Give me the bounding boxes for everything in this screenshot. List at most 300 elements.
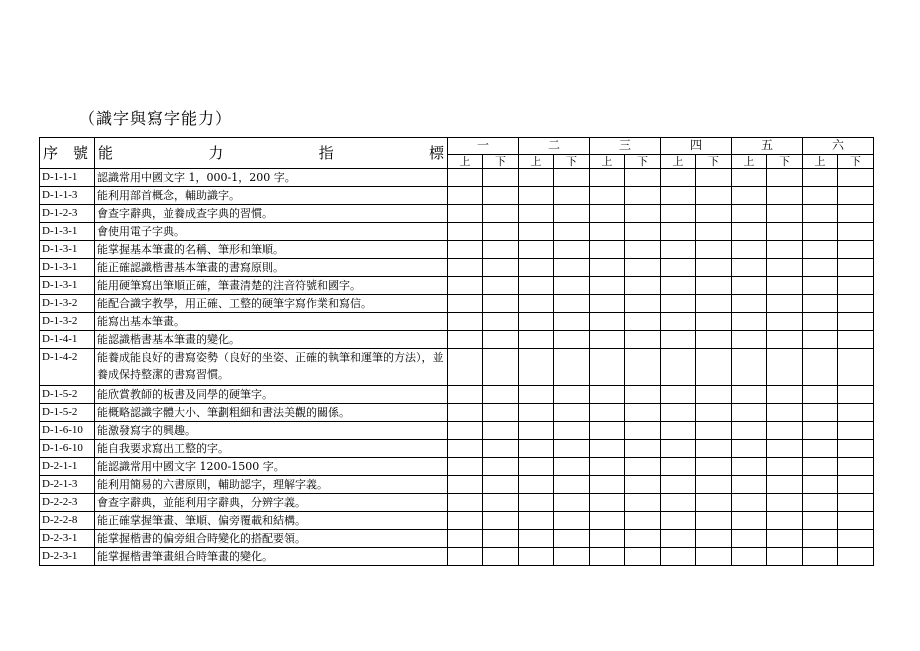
- grade-semester-cell: [625, 386, 661, 404]
- grade-semester-cell: [696, 548, 732, 566]
- semester-header: 上: [661, 154, 696, 168]
- grade-semester-cell: [838, 277, 874, 295]
- grade-semester-cell: [483, 530, 519, 548]
- grade-header: 一: [448, 138, 519, 155]
- grade-semester-cell: [803, 205, 838, 223]
- grade-semester-cell: [696, 440, 732, 458]
- grade-semester-cell: [838, 187, 874, 205]
- grade-semester-cell: [448, 422, 483, 440]
- grade-semester-cell: [483, 476, 519, 494]
- indicator-code: D-1-4-2: [40, 349, 95, 386]
- table-row: [40, 313, 874, 331]
- grade-semester-cell: [483, 331, 519, 349]
- grade-semester-cell: [661, 476, 696, 494]
- grade-semester-cell: [519, 331, 554, 349]
- grade-semester-cell: [625, 313, 661, 331]
- grade-semester-cell: [767, 494, 803, 512]
- grade-semester-cell: [767, 169, 803, 187]
- grade-semester-cell: [732, 422, 767, 440]
- grade-semester-cell: [519, 205, 554, 223]
- grade-semester-cell: [661, 241, 696, 259]
- semester-header: 下: [483, 154, 519, 168]
- grade-semester-cell: [554, 241, 590, 259]
- grade-semester-cell: [590, 241, 625, 259]
- grade-semester-cell: [732, 295, 767, 313]
- grade-semester-cell: [590, 422, 625, 440]
- grade-semester-cell: [803, 386, 838, 404]
- grade-semester-cell: [448, 313, 483, 331]
- grade-semester-cell: [483, 440, 519, 458]
- grade-semester-cell: [803, 458, 838, 476]
- grade-semester-cell: [732, 223, 767, 241]
- grade-semester-cell: [696, 295, 732, 313]
- grade-semester-cell: [767, 295, 803, 313]
- grade-semester-cell: [483, 187, 519, 205]
- grade-semester-cell: [803, 223, 838, 241]
- grade-semester-cell: [448, 259, 483, 277]
- grade-semester-cell: [590, 512, 625, 530]
- grade-semester-cell: [838, 169, 874, 187]
- grade-semester-cell: [554, 349, 590, 386]
- grade-semester-cell: [448, 277, 483, 295]
- grade-semester-cell: [519, 494, 554, 512]
- grade-semester-cell: [625, 331, 661, 349]
- indicator-text: 能激發寫字的興趣。: [95, 422, 448, 440]
- grade-semester-cell: [519, 313, 554, 331]
- grade-semester-cell: [767, 440, 803, 458]
- table-row: [40, 494, 874, 512]
- indicator-code: D-2-1-3: [40, 476, 95, 494]
- grade-semester-cell: [625, 494, 661, 512]
- grade-semester-cell: [483, 295, 519, 313]
- grade-semester-cell: [767, 548, 803, 566]
- grade-semester-cell: [483, 169, 519, 187]
- grade-semester-cell: [590, 440, 625, 458]
- grade-semester-cell: [732, 187, 767, 205]
- grade-semester-cell: [838, 241, 874, 259]
- grade-semester-cell: [590, 259, 625, 277]
- grade-semester-cell: [625, 404, 661, 422]
- grade-semester-cell: [661, 313, 696, 331]
- grade-semester-cell: [554, 169, 590, 187]
- grade-semester-cell: [519, 476, 554, 494]
- grade-semester-cell: [483, 548, 519, 566]
- grade-semester-cell: [767, 458, 803, 476]
- grade-semester-cell: [838, 440, 874, 458]
- grade-semester-cell: [696, 476, 732, 494]
- indicator-code: D-1-2-3: [40, 205, 95, 223]
- semester-header: 上: [803, 154, 838, 168]
- indicator-code: D-1-3-1: [40, 277, 95, 295]
- grade-semester-cell: [732, 241, 767, 259]
- grade-semester-cell: [661, 295, 696, 313]
- grade-semester-cell: [448, 223, 483, 241]
- grade-semester-cell: [732, 331, 767, 349]
- grade-semester-cell: [767, 530, 803, 548]
- indicator-text: 能利用簡易的六書原則，輔助認字，理解字義。: [95, 476, 448, 494]
- grade-semester-cell: [803, 277, 838, 295]
- grade-semester-cell: [661, 530, 696, 548]
- semester-header: 上: [448, 154, 483, 168]
- grade-semester-cell: [803, 349, 838, 386]
- indicator-text: 會查字辭典，並能利用字辭典，分辨字義。: [95, 494, 448, 512]
- table-row: [40, 458, 874, 476]
- grade-semester-cell: [554, 205, 590, 223]
- grade-semester-cell: [696, 458, 732, 476]
- grade-semester-cell: [554, 331, 590, 349]
- grade-semester-cell: [696, 386, 732, 404]
- grade-semester-cell: [732, 512, 767, 530]
- grade-semester-cell: [590, 205, 625, 223]
- grade-semester-cell: [803, 440, 838, 458]
- grade-semester-cell: [519, 440, 554, 458]
- grade-semester-cell: [838, 548, 874, 566]
- grade-semester-cell: [838, 295, 874, 313]
- grade-semester-cell: [838, 386, 874, 404]
- grade-semester-cell: [519, 422, 554, 440]
- grade-semester-cell: [448, 512, 483, 530]
- grade-semester-cell: [696, 530, 732, 548]
- table-row: [40, 259, 874, 277]
- grade-semester-cell: [625, 512, 661, 530]
- grade-semester-cell: [554, 440, 590, 458]
- grade-semester-cell: [590, 169, 625, 187]
- grade-semester-cell: [696, 422, 732, 440]
- indicator-code: D-2-3-1: [40, 530, 95, 548]
- grade-semester-cell: [661, 187, 696, 205]
- grade-semester-cell: [448, 295, 483, 313]
- grade-semester-cell: [448, 548, 483, 566]
- grade-semester-cell: [696, 331, 732, 349]
- indicator-text: 能認識常用中國文字 1200-1500 字。: [95, 458, 448, 476]
- grade-semester-cell: [767, 404, 803, 422]
- grade-semester-cell: [483, 205, 519, 223]
- grade-semester-cell: [661, 223, 696, 241]
- grade-semester-cell: [803, 187, 838, 205]
- table-row: [40, 241, 874, 259]
- grade-semester-cell: [803, 548, 838, 566]
- indicator-text: 認識常用中國文字 1，000-1，200 字。: [95, 169, 448, 187]
- grade-semester-cell: [625, 440, 661, 458]
- table-row: [40, 223, 874, 241]
- grade-semester-cell: [519, 548, 554, 566]
- grade-semester-cell: [625, 295, 661, 313]
- grade-semester-cell: [838, 404, 874, 422]
- grade-semester-cell: [696, 404, 732, 422]
- grade-semester-cell: [590, 530, 625, 548]
- grade-semester-cell: [803, 169, 838, 187]
- grade-semester-cell: [661, 512, 696, 530]
- grade-semester-cell: [483, 259, 519, 277]
- indicator-header-char: 力: [208, 144, 224, 162]
- grade-semester-cell: [803, 295, 838, 313]
- grade-semester-cell: [625, 476, 661, 494]
- grade-header: 二: [519, 138, 590, 155]
- grade-semester-cell: [696, 277, 732, 295]
- indicator-text: 能掌握基本筆畫的名稱、筆形和筆順。: [95, 241, 448, 259]
- grade-semester-cell: [696, 259, 732, 277]
- indicator-code: D-1-3-1: [40, 241, 95, 259]
- grade-semester-cell: [625, 277, 661, 295]
- grade-semester-cell: [838, 494, 874, 512]
- grade-semester-cell: [519, 512, 554, 530]
- grade-semester-cell: [767, 277, 803, 295]
- grade-semester-cell: [696, 494, 732, 512]
- grade-semester-cell: [590, 458, 625, 476]
- indicator-code: D-1-3-1: [40, 259, 95, 277]
- semester-header: 下: [696, 154, 732, 168]
- grade-semester-cell: [732, 386, 767, 404]
- semester-header: 上: [732, 154, 767, 168]
- grade-semester-cell: [625, 530, 661, 548]
- grade-semester-cell: [519, 349, 554, 386]
- grade-semester-cell: [483, 404, 519, 422]
- grade-semester-cell: [554, 259, 590, 277]
- grade-semester-cell: [448, 169, 483, 187]
- grade-semester-cell: [767, 512, 803, 530]
- grade-semester-cell: [661, 331, 696, 349]
- grade-semester-cell: [519, 187, 554, 205]
- grade-semester-cell: [590, 277, 625, 295]
- grade-semester-cell: [554, 386, 590, 404]
- table-row: [40, 476, 874, 494]
- indicator-header-char: 指: [318, 144, 334, 162]
- grade-semester-cell: [554, 476, 590, 494]
- semester-header: 下: [767, 154, 803, 168]
- grade-semester-cell: [767, 422, 803, 440]
- grade-semester-cell: [838, 458, 874, 476]
- indicator-code: D-1-3-2: [40, 295, 95, 313]
- indicator-code: D-1-1-3: [40, 187, 95, 205]
- indicator-text: 能欣賞教師的板書及同學的硬筆字。: [95, 386, 448, 404]
- grade-header: 六: [803, 138, 874, 155]
- grade-semester-cell: [732, 313, 767, 331]
- grade-semester-cell: [519, 259, 554, 277]
- grade-semester-cell: [519, 295, 554, 313]
- grade-semester-cell: [554, 494, 590, 512]
- grade-semester-cell: [483, 349, 519, 386]
- grade-semester-cell: [803, 313, 838, 331]
- grade-semester-cell: [554, 512, 590, 530]
- grade-semester-cell: [838, 349, 874, 386]
- grade-semester-cell: [625, 259, 661, 277]
- grade-semester-cell: [590, 349, 625, 386]
- indicator-code: D-1-5-2: [40, 404, 95, 422]
- semester-header: 上: [590, 154, 625, 168]
- grade-semester-cell: [803, 494, 838, 512]
- indicator-text: 能正確掌握筆畫、筆順、偏旁覆載和結構。: [95, 512, 448, 530]
- grade-semester-cell: [554, 277, 590, 295]
- grade-semester-cell: [803, 512, 838, 530]
- grade-semester-cell: [732, 440, 767, 458]
- grade-semester-cell: [448, 494, 483, 512]
- grade-semester-cell: [554, 295, 590, 313]
- grade-semester-cell: [732, 548, 767, 566]
- grade-semester-cell: [767, 386, 803, 404]
- indicator-code: D-2-2-3: [40, 494, 95, 512]
- table-row: [40, 187, 874, 205]
- grade-semester-cell: [554, 223, 590, 241]
- grade-semester-cell: [625, 223, 661, 241]
- table-row: [40, 169, 874, 187]
- grade-semester-cell: [625, 422, 661, 440]
- grade-semester-cell: [590, 223, 625, 241]
- indicator-text: 能用硬筆寫出筆順正確，筆畫清楚的注音符號和國字。: [95, 277, 448, 295]
- indicator-text: 能掌握楷書筆畫組合時筆畫的變化。: [95, 548, 448, 566]
- grade-semester-cell: [661, 422, 696, 440]
- indicator-text: 會查字辭典，並養成查字典的習慣。: [95, 205, 448, 223]
- indicator-code: D-1-6-10: [40, 422, 95, 440]
- indicator-header: [95, 138, 448, 169]
- grade-semester-cell: [448, 386, 483, 404]
- grade-semester-cell: [625, 187, 661, 205]
- grade-semester-cell: [448, 404, 483, 422]
- semester-header: 下: [625, 154, 661, 168]
- grade-semester-cell: [661, 205, 696, 223]
- grade-semester-cell: [767, 259, 803, 277]
- grade-semester-cell: [732, 169, 767, 187]
- grade-semester-cell: [838, 476, 874, 494]
- seq-header: 序 號: [40, 138, 95, 169]
- table-row: [40, 440, 874, 458]
- grade-header: 四: [661, 138, 732, 155]
- indicator-text: 能養成能良好的書寫姿勢（良好的坐姿、正確的執筆和運筆的方法），並養成保持整潔的書寫習慣。: [95, 349, 448, 386]
- grade-semester-cell: [483, 494, 519, 512]
- grade-semester-cell: [661, 259, 696, 277]
- indicator-code: D-1-1-1: [40, 169, 95, 187]
- table-row: [40, 331, 874, 349]
- table-row: [40, 530, 874, 548]
- grade-semester-cell: [590, 187, 625, 205]
- indicator-code: D-2-1-1: [40, 458, 95, 476]
- table-row: [40, 512, 874, 530]
- grade-semester-cell: [767, 241, 803, 259]
- table-row: [40, 548, 874, 566]
- grade-semester-cell: [448, 241, 483, 259]
- grade-semester-cell: [519, 277, 554, 295]
- semester-header: 下: [838, 154, 874, 168]
- grade-semester-cell: [803, 530, 838, 548]
- grade-semester-cell: [483, 386, 519, 404]
- grade-semester-cell: [625, 241, 661, 259]
- grade-semester-cell: [767, 313, 803, 331]
- indicator-text: 能寫出基本筆畫。: [95, 313, 448, 331]
- grade-semester-cell: [661, 277, 696, 295]
- grade-semester-cell: [696, 349, 732, 386]
- grade-semester-cell: [590, 295, 625, 313]
- indicator-text: 能掌握楷書的偏旁組合時變化的搭配要領。: [95, 530, 448, 548]
- indicator-text: 能配合識字教學，用正確、工整的硬筆字寫作業和寫信。: [95, 295, 448, 313]
- grade-semester-cell: [625, 205, 661, 223]
- grade-semester-cell: [448, 331, 483, 349]
- grade-semester-cell: [661, 404, 696, 422]
- grade-semester-cell: [519, 169, 554, 187]
- grade-semester-cell: [483, 512, 519, 530]
- indicator-header-char: 能: [98, 144, 114, 162]
- grade-semester-cell: [696, 169, 732, 187]
- grade-semester-cell: [554, 404, 590, 422]
- section-title: （識字與寫字能力）: [79, 109, 233, 128]
- table-row: [40, 422, 874, 440]
- table-row: [40, 349, 874, 386]
- grade-semester-cell: [732, 476, 767, 494]
- grade-semester-cell: [519, 241, 554, 259]
- grade-semester-cell: [838, 313, 874, 331]
- table-row: [40, 205, 874, 223]
- grade-semester-cell: [838, 512, 874, 530]
- grade-semester-cell: [767, 331, 803, 349]
- grade-semester-cell: [732, 404, 767, 422]
- grade-semester-cell: [732, 205, 767, 223]
- grade-semester-cell: [625, 458, 661, 476]
- indicator-code: D-1-5-2: [40, 386, 95, 404]
- grade-semester-cell: [803, 422, 838, 440]
- grade-semester-cell: [661, 386, 696, 404]
- grade-semester-cell: [696, 223, 732, 241]
- grade-semester-cell: [590, 494, 625, 512]
- grade-semester-cell: [448, 205, 483, 223]
- table-body: [40, 169, 874, 566]
- grade-semester-cell: [590, 476, 625, 494]
- grade-header-row: [40, 138, 874, 155]
- indicator-header-char: 標: [428, 144, 444, 162]
- indicator-text: 能自我要求寫出工整的字。: [95, 440, 448, 458]
- grade-semester-cell: [448, 440, 483, 458]
- indicator-text: 能認識楷書基本筆畫的變化。: [95, 331, 448, 349]
- grade-semester-cell: [803, 241, 838, 259]
- grade-semester-cell: [448, 349, 483, 386]
- indicator-code: D-1-6-10: [40, 440, 95, 458]
- grade-semester-cell: [519, 386, 554, 404]
- grade-semester-cell: [590, 404, 625, 422]
- grade-semester-cell: [732, 494, 767, 512]
- grade-semester-cell: [767, 187, 803, 205]
- grade-semester-cell: [554, 458, 590, 476]
- indicator-code: D-1-4-1: [40, 331, 95, 349]
- grade-semester-cell: [732, 530, 767, 548]
- grade-header: 五: [732, 138, 803, 155]
- grade-semester-cell: [625, 349, 661, 386]
- grade-semester-cell: [554, 422, 590, 440]
- grade-semester-cell: [554, 548, 590, 566]
- indicator-text: 能概略認識字體大小、筆劃粗細和書法美觀的關係。: [95, 404, 448, 422]
- grade-semester-cell: [838, 223, 874, 241]
- indicator-code: D-1-3-2: [40, 313, 95, 331]
- grade-semester-cell: [590, 331, 625, 349]
- grade-semester-cell: [696, 187, 732, 205]
- table-row: [40, 277, 874, 295]
- indicator-text: 能利用部首概念，輔助識字。: [95, 187, 448, 205]
- grade-semester-cell: [696, 313, 732, 331]
- grade-semester-cell: [448, 458, 483, 476]
- grade-semester-cell: [519, 458, 554, 476]
- indicator-text: 會使用電子字典。: [95, 223, 448, 241]
- grade-semester-cell: [838, 205, 874, 223]
- grade-semester-cell: [803, 331, 838, 349]
- grade-semester-cell: [554, 313, 590, 331]
- grade-semester-cell: [483, 313, 519, 331]
- table-row: [40, 386, 874, 404]
- grade-semester-cell: [483, 277, 519, 295]
- grade-semester-cell: [732, 277, 767, 295]
- indicator-code: D-2-3-1: [40, 548, 95, 566]
- grade-semester-cell: [838, 259, 874, 277]
- grade-semester-cell: [803, 476, 838, 494]
- grade-semester-cell: [483, 422, 519, 440]
- grade-semester-cell: [554, 187, 590, 205]
- semester-header: 下: [554, 154, 590, 168]
- grade-semester-cell: [838, 331, 874, 349]
